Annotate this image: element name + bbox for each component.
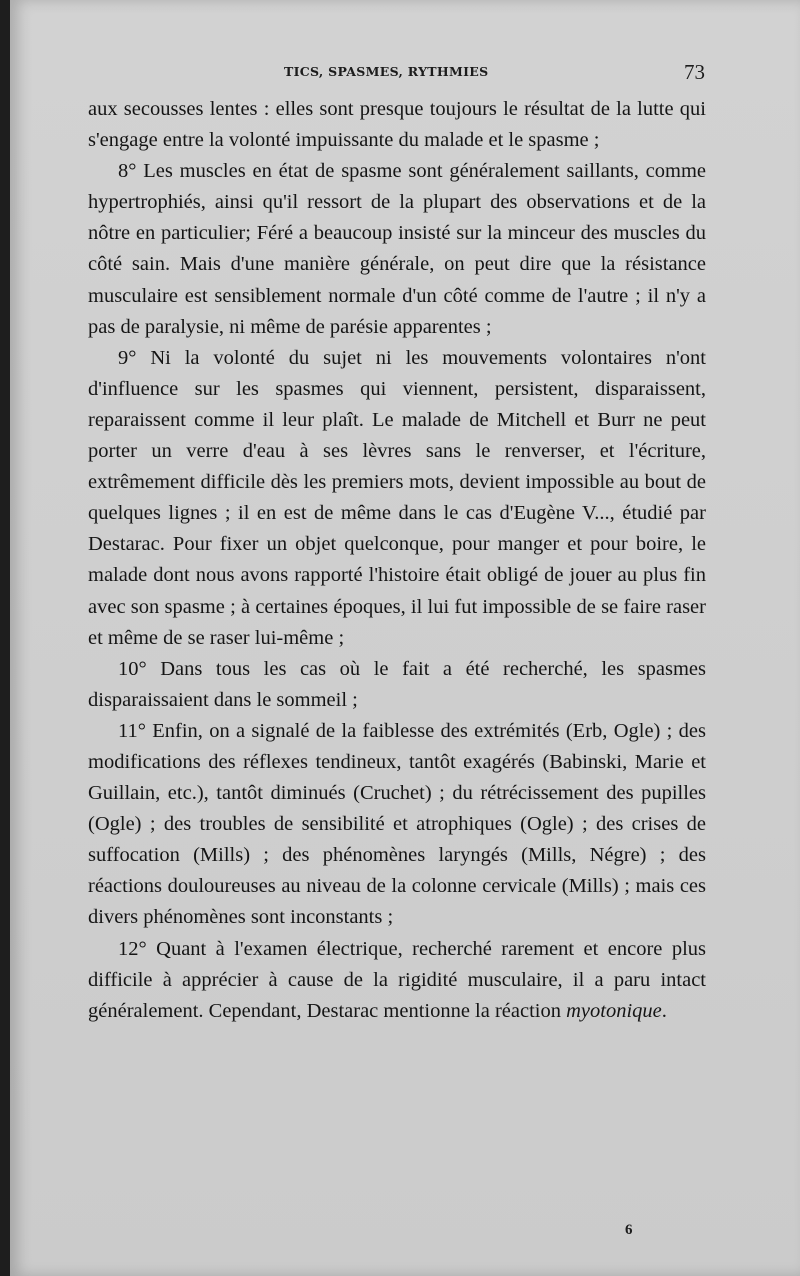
paragraph-continued: aux secousses lentes : elles sont presque toujours le résultat de la lutte qui s'engage entre la volonté impuissante du malade et le spasme ; <box>88 98 706 152</box>
running-header <box>10 60 800 86</box>
paragraph-item-12-end: . <box>661 999 667 1022</box>
book-page <box>10 0 800 1276</box>
paragraph-item-11: 11° Enfin, on a signalé de la faiblesse des extrémités (Erb, Ogle) ; des modifications des réflexes tendineux, tantôt exagérés (Babinski, Marie et Guillain, etc.), tantôt diminués (Cruchet) ; du rétrécissement des pupilles (Ogle) ; des troubles de sensibilité et atrophiques (Ogle) ; des crises de suffocation (Mills) ; des phénomènes laryngés (Mills, Négre) ; des réactions douloureuses au niveau de la colonne cervicale (Mills) ; mais ces divers phénomènes sont inconstants ; <box>88 719 706 929</box>
signature-mark: 6 <box>625 1222 633 1238</box>
paragraph-item-12-text: 12° Quant à l'examen électrique, recherché rarement et encore plus difficile à apprécier à cause de la rigidité musculaire, il a paru intact généralement. Cependant, Destarac mentionne la réaction <box>88 937 706 1022</box>
paragraph-item-8: 8° Les muscles en état de spasme sont généralement saillants, comme hypertrophiés, ainsi qu'il ressort de la plupart des observations et de la nôtre en particulier; Féré a beaucoup insisté sur la minceur des muscles du côté sain. Mais d'une manière générale, on peut dire que la résistance musculaire est sensiblement normale d'un côté comme de l'autre ; il n'y a pas de paralysie, ni même de parésie apparentes ; <box>88 160 706 338</box>
running-title: TICS, SPASMES, RYTHMIES <box>284 64 489 79</box>
paragraph-item-10: 10° Dans tous les cas où le fait a été recherché, les spasmes disparaissaient dans le sommeil ; <box>88 657 706 711</box>
body-text <box>88 94 706 1027</box>
paragraph-item-12 <box>88 934 706 1027</box>
page-number: 73 <box>684 60 705 84</box>
paragraph-item-9: 9° Ni la volonté du sujet ni les mouvements volontaires n'ont d'influence sur les spasmes qui viennent, persistent, disparaissent, reparaissent comme il leur plaît. Le malade de Mitchell et Burr ne peut porter un verre d'eau à ses lèvres sans le renverser, et l'écriture, extrêmement difficile dès les premiers mots, devient impossible au bout de quelques lignes ; il en est de même dans le cas d'Eugène V..., étudié par Destarac. Pour fixer un objet quelconque, pour manger et pour boire, le malade dont nous avons rapporté l'histoire était obligé de jouer au plus fin avec son spasme ; à certaines époques, il lui fut impossible de se faire raser et même de se raser lui-même ; <box>88 346 706 649</box>
emphasized-term: myotonique <box>566 999 662 1022</box>
